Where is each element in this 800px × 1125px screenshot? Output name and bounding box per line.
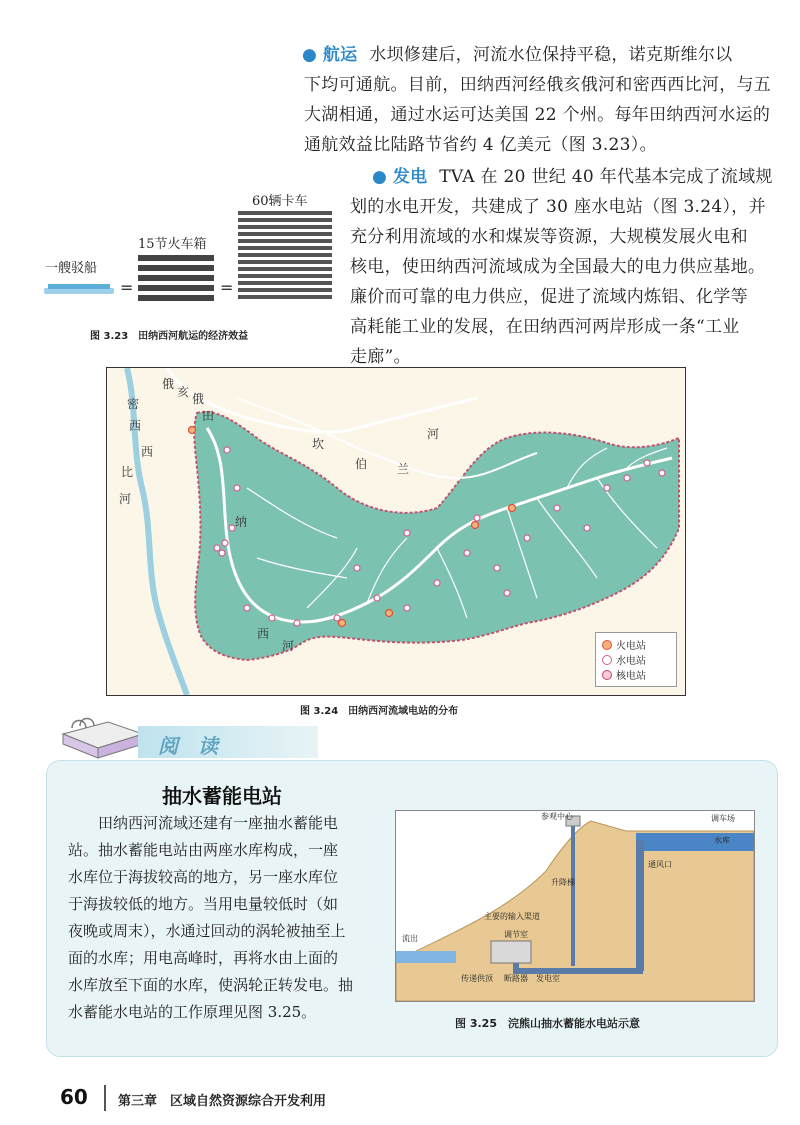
power-section	[350, 162, 773, 372]
trucks-icon	[238, 211, 332, 299]
mississippi-label-1: 密	[127, 397, 140, 411]
shipping-text-1: 水坝修建后，河流水位保持平稳，诺克斯维尔以	[369, 45, 733, 65]
nuclear-icon	[602, 670, 612, 680]
ohio-label-1: 俄	[162, 377, 175, 391]
reading-title: 抽水蓄能电站	[162, 784, 282, 808]
ohio-label-2: 亥	[177, 385, 190, 399]
mississippi-label-3: 西	[141, 445, 154, 459]
na-label: 纳	[235, 515, 248, 529]
power-text-2: 划的水电开发，共建成了 30 座水电站（图 3.24），并	[350, 197, 766, 217]
pumped-storage-diagram	[396, 811, 754, 1001]
footer-divider	[104, 1085, 106, 1111]
legend-thermal-label: 火电站	[616, 641, 646, 652]
label-reservoir: 水库	[714, 836, 730, 845]
tian-label: 田	[202, 409, 215, 423]
lower-reservoir	[396, 951, 456, 963]
reading-line-4: 于海拔较低的地方。当用电量较低时（如	[68, 895, 339, 913]
shipping-text-3: 大湖相通，通过水运可达美国 22 个州。每年田纳西河水运的	[304, 105, 771, 125]
label-breaker: 断路器	[504, 974, 528, 983]
legend-nuclear	[602, 667, 670, 682]
legend-thermal	[602, 637, 670, 652]
label-channel: 主要的输入渠道	[484, 912, 540, 921]
fig324-caption: 图 3.24 田纳西河流域电站的分布	[300, 706, 459, 717]
bullet-dot: ●	[302, 45, 318, 65]
transport-illustration	[40, 185, 340, 325]
shipping-text-2: 下均可通航。目前，田纳西河经俄亥俄河和密西西比河，与五	[304, 75, 772, 95]
label-outlet: 流出	[402, 934, 418, 943]
power-text-6: 高耗能工业的发展，在田纳西河两岸形成一条“工业	[350, 317, 740, 337]
reading-line-7: 水库放至下面的水库，使涡轮正转发电。抽	[68, 976, 354, 994]
ship-label: 一艘驳船	[45, 261, 98, 276]
svg-text:=: =	[120, 278, 134, 297]
bo-label: 伯	[355, 457, 368, 471]
shipping-section	[80, 40, 772, 160]
train-cars-icon	[138, 255, 214, 301]
label-transformer: 传递供顶	[461, 974, 493, 983]
legend-nuclear-label: 核电站	[616, 671, 646, 682]
mississippi-label-2: 西	[129, 419, 142, 433]
page-number: 60	[60, 1085, 88, 1109]
label-vent: 通风口	[648, 860, 672, 869]
book-icon	[58, 714, 148, 764]
power-text-5: 廉价而可靠的电力供应，促进了流域内炼铝、化学等	[350, 287, 748, 307]
river2-label: 河	[427, 427, 440, 441]
mississippi-label-4: 比	[121, 465, 134, 479]
hydro-icon	[602, 655, 612, 665]
figure-3-24	[106, 367, 686, 696]
shipping-line-1	[80, 40, 760, 70]
power-text-4: 核电，使田纳西河流域成为全国最大的电力供应基地。	[350, 257, 766, 277]
legend-hydro-label: 水电站	[616, 656, 646, 667]
lan-label: 兰	[397, 462, 410, 476]
kan-label: 坎	[312, 437, 325, 451]
chapter-title: 第三章 区域自然资源综合开发利用	[118, 1094, 327, 1109]
reading-tag	[58, 718, 308, 760]
reading-line-2: 站。抽水蓄能电站由两座水库构成，一座	[68, 841, 339, 859]
mississippi-label-5: 河	[119, 492, 132, 506]
bullet-dot: ●	[372, 167, 388, 187]
upper-reservoir	[636, 833, 754, 851]
figure-3-25	[395, 810, 755, 1002]
reading-line-1: 田纳西河流域还建有一座抽水蓄能电	[98, 814, 339, 832]
fig323-caption: 图 3.23 田纳西河航运的经济效益	[90, 331, 249, 342]
label-switchyard: 调车场	[711, 814, 735, 823]
powerhouse	[491, 941, 531, 963]
label-generator: 发电室	[536, 974, 560, 983]
legend-hydro	[602, 652, 670, 667]
svg-text:=: =	[220, 278, 234, 297]
label-elevator: 升降梯	[551, 878, 575, 887]
reading-tag-label: 阅 读	[158, 734, 218, 758]
ohio-label-3: 俄	[192, 392, 205, 406]
reading-body	[68, 810, 390, 1026]
reading-line-8: 水蓄能水电站的工作原理见图 3.25。	[68, 1003, 317, 1021]
power-text-3: 充分利用流域的水和煤炭等资源，大规模发展火电和	[350, 227, 748, 247]
label-surge: 调节室	[504, 930, 528, 939]
mississippi-river	[127, 368, 190, 695]
label-visitor: 参观中心	[541, 812, 573, 821]
fig325-caption: 图 3.25 浣熊山抽水蓄能水电站示意	[455, 1017, 640, 1030]
power-text-1: TVA 在 20 世纪 40 年代基本完成了流域规	[439, 167, 773, 187]
truck-label: 60辆卡车	[252, 194, 308, 209]
train-label: 15节火车箱	[138, 237, 207, 252]
thermal-icon	[602, 640, 612, 650]
reading-line-5: 夜晚或周末），水通过回动的涡轮被抽至上	[68, 922, 346, 940]
figure-3-23	[40, 185, 340, 350]
shipping-title: 航运	[322, 45, 358, 65]
reading-line-6: 面的水库；用电高峰时，再将水由上面的	[68, 949, 339, 967]
elevator-shaft	[571, 826, 575, 966]
barge-icon	[44, 284, 114, 294]
reading-line-3: 水库位于海拔较高的地方，另一座水库位	[68, 868, 339, 886]
he-label: 河	[282, 639, 295, 653]
power-title: 发电	[392, 167, 428, 187]
shipping-text-4: 通航效益比陆路节省约 4 亿美元（图 3.23）。	[304, 135, 657, 155]
map-legend	[595, 632, 677, 687]
xi-label: 西	[257, 627, 270, 641]
power-text-7: 走廊”。	[350, 347, 411, 367]
tennessee-basin	[194, 412, 679, 660]
power-line-1	[350, 162, 773, 192]
